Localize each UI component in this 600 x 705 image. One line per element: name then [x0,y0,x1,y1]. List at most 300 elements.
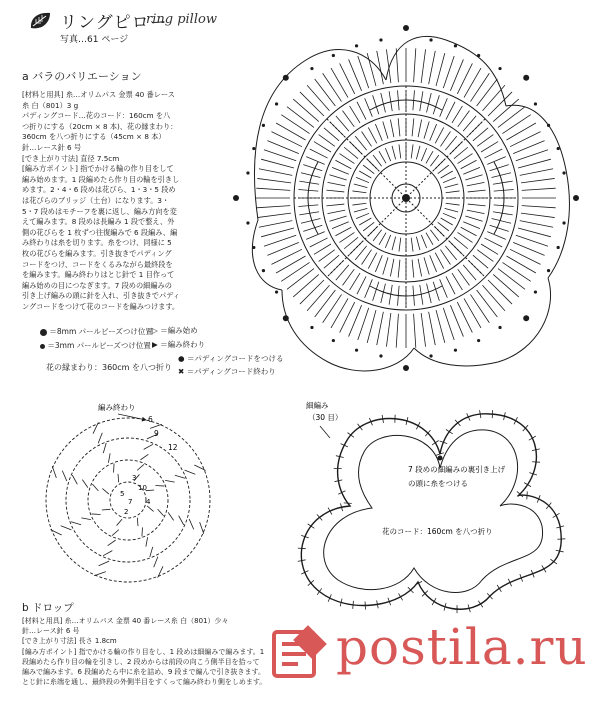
stitch-mark [443,177,456,182]
stitch-mark [488,92,512,116]
stitch-mark [465,175,482,180]
stitch-mark [146,490,154,491]
stitch-mark [435,127,443,143]
stitch-mark [352,191,366,193]
stitch-mark [481,142,498,152]
outer-petal-left [252,220,282,290]
stitch-mark [454,237,468,248]
cord-end-icon: ✖ [178,367,185,376]
stitch-mark [368,160,378,170]
outer-petal-left-top [254,50,386,220]
bead-mark [547,269,550,272]
stitch-mark [452,106,462,123]
stitch-mark [154,557,158,568]
stitch-mark [303,165,322,171]
bead-mark [233,195,239,201]
instruction-line: 編み始めます。1 段編めたら作り目の輪を引きし [22,174,180,184]
stitch-mark [108,453,110,463]
stitch-mark [332,167,349,174]
stitch-mark [477,135,493,147]
stitch-mark [516,235,548,246]
stitch-mark [356,177,369,182]
drop-row-number: 12 [168,443,178,452]
stitch-mark [520,169,553,176]
stitch-mark [377,312,384,345]
outer-petal-bottom-right [414,278,551,366]
stitch-mark [473,255,488,268]
instruction-line: パディングコード…花のコード：160cm を八 [22,111,171,121]
stitch-mark [446,102,455,120]
stitch-mark [518,228,551,237]
stitch-mark [301,219,320,224]
stitch-mark [385,148,390,161]
stitch-mark [443,213,456,218]
bead-mark [246,171,249,174]
stitch-mark [362,131,372,146]
stitch-mark [381,284,386,303]
stitch-mark [343,269,355,285]
stitch-mark [281,262,309,281]
stitch-mark [443,56,454,88]
instruction-line: つ折りにする（20cm × 8 本)、花の縁まわり： [22,121,178,131]
stitch-mark [261,228,294,237]
stitch-mark [414,314,416,348]
stitch-mark [137,464,144,470]
stitch-mark [103,551,112,556]
bead-mark [332,339,335,342]
stitch-mark [81,518,91,520]
stitch-mark [300,92,324,116]
stitch-mark [470,73,489,101]
instruction-line: [編み方ポイント] 指でかける輪の作り目をして [22,164,174,174]
stitch-mark [463,116,476,131]
stitch-mark [189,519,194,529]
stitch-mark [445,136,456,150]
cord-note-line2: の頭に糸をつける [408,479,468,488]
instruction-line: 5・7 段めはモチーフを裏に返し、編み方向を変 [22,206,177,216]
bead-mark [275,290,278,293]
stitch-mark [446,191,460,193]
stitch-mark [506,123,535,140]
stitch-mark [307,85,329,111]
stitch-mark [317,588,322,595]
stitch-mark [349,242,362,255]
stitch-mark [103,443,106,453]
stitch-mark [498,107,525,128]
stitch-mark [434,226,444,236]
stitch-mark [446,203,460,205]
stitch-mark [336,116,349,131]
cord-title-line1: 細編み [306,401,329,410]
stitch-mark [441,171,453,178]
stitch-mark [487,232,505,240]
stitch-mark [332,222,349,229]
stitch-mark [375,124,382,141]
stitch-mark [445,246,456,260]
stitch-mark [430,155,439,166]
stitch-mark [418,120,422,138]
stitch-mark [396,314,398,348]
stitch-mark [329,216,346,221]
stitch-mark [356,213,369,218]
drop-row-number: 7 [128,498,133,506]
stitch-mark [421,313,425,347]
stitch-mark [326,190,344,192]
stitch-mark [114,464,115,473]
stitch-mark [357,102,366,120]
bead-mark [534,102,537,105]
instruction-line: 360cm を八つ折りにする（45cm × 8 本） [22,132,166,142]
stitch-mark [330,122,344,136]
stitch-mark [363,222,374,231]
stitch-mark [399,238,401,252]
instruction-line: 枚の花びらを編みます。引き抜きでパディング [22,248,172,258]
stitch-mark [463,167,480,174]
stitch-mark [429,51,436,84]
cord-note-line1: 7 段めの細編みの裏引き上げ [408,465,506,474]
stitch-mark [414,48,416,82]
stitch-mark [482,285,504,311]
stitch-mark [112,530,119,536]
legend-cord-attach: ● ＝パディングコードをつける [178,354,284,363]
bead-mark [562,221,565,224]
watermark-text: postila.ru [336,618,588,676]
stitch-mark [493,99,519,121]
stitch-mark [314,142,331,152]
stitch-mark [424,121,429,138]
stitch-mark [421,49,425,83]
stitch-mark [336,265,349,280]
stitch-mark [436,310,445,343]
edge-note: 花の縁まわり：360cm を八つ折り [46,363,173,372]
stitch-mark [256,206,290,208]
stitch-mark [493,274,519,296]
bead-mark [557,246,560,249]
drop-end-label: 編み終わり [98,403,136,412]
bead-mark [283,315,289,321]
stitch-mark [99,561,109,566]
stitch-mark [323,294,342,322]
bead-mark [332,54,335,57]
instruction-line: 編みで編みます。6 段編めたら中に糸を詰め、9 段まで編んで引き抜きます。 [22,668,265,677]
stitch-mark [492,173,511,178]
stitch-mark [432,598,436,605]
stitch-mark [482,85,504,111]
instruction-line: ングコードをつけて花のコードを編みつけます。 [22,301,180,311]
stitch-mark [465,216,482,221]
stitch-mark [399,144,401,158]
stitch-mark [324,255,339,268]
stitch-mark [440,250,450,265]
stitch-mark [179,516,184,525]
stitch-mark [373,282,379,301]
stitch-mark [287,107,314,128]
stitch-mark [324,128,339,141]
stitch-mark [257,213,291,217]
stitch-mark [307,285,329,311]
bead-mark [562,171,565,174]
drop-crochet-chart [28,400,228,590]
instruction-line: 針…レース針 6 号 [22,627,80,636]
stitch-mark [445,208,459,212]
legend-bead-3mm: ＝3mm パールビーズつけ位置 [40,340,151,351]
end-arrow-icon: ▶ [152,340,158,349]
stitch-mark [353,601,354,609]
stitch-mark [146,537,148,547]
stitch-mark [367,310,376,343]
stitch-mark [314,244,331,254]
stitch-mark [445,184,459,188]
stitch-mark [261,159,294,168]
stitch-mark [463,222,480,229]
instruction-line: [でき上がり寸法] 長さ 1.8cm [22,637,117,646]
rose-crochet-chart [218,10,594,390]
stitch-mark [147,506,153,512]
drop-row-number: 10 [138,484,147,492]
stitch-mark [365,98,373,116]
stitch-mark [358,308,369,340]
stitch-mark [481,244,498,254]
stitch-mark [522,206,556,208]
bead-mark [534,290,537,293]
stitch-mark [354,184,368,188]
bead-mark [498,326,501,329]
stitch-mark [446,429,453,433]
stitch-mark [477,79,498,106]
stitch-mark [383,121,388,138]
cord-length-label: 花のコード：160cm を八つ折り [382,527,493,536]
stitch-mark [433,95,439,114]
stitch-mark [516,150,548,161]
stitch-mark [300,280,324,304]
stitch-mark [398,118,400,136]
stitch-mark [492,219,511,224]
stitch-mark [438,165,449,174]
stitch-mark [168,512,174,520]
stitch-mark [484,238,502,247]
stitch-mark [373,95,379,114]
stitch-mark [339,154,354,164]
stitch-mark [373,230,382,241]
stitch-mark [368,127,376,143]
stitch-mark [185,470,196,474]
stitch-mark [412,260,414,278]
stitch-mark [200,522,204,534]
stitch-mark [467,210,485,214]
stitch-mark [386,49,390,83]
stitch-mark [293,99,319,121]
stitch-mark [524,483,531,487]
stitch-mark [396,48,398,82]
instruction-line: [材料と用具] 糸…オリムパス 金票 40 番レース [22,90,175,99]
stitch-mark [310,149,328,158]
stitch-mark [363,165,374,174]
cord-title-line2: （30 目） [308,413,343,422]
bead-mark [429,354,432,357]
stitch-mark [424,257,429,274]
stitch-mark [498,269,525,290]
stitch-mark [355,246,366,260]
instruction-line: を編みます。編み終わりはとじ針で 1 目作って [22,270,175,280]
bead-mark [477,339,480,342]
stitch-mark [343,111,355,127]
stitch-mark [487,157,505,165]
bead-mark [275,102,278,105]
stitch-mark [441,218,453,225]
stitch-mark [92,484,98,491]
bead-mark [262,124,265,127]
stitch-mark [359,171,371,178]
stitch-mark [137,518,138,526]
stitch-mark [477,250,493,262]
bead-mark [403,25,409,31]
stitch-mark [435,253,443,269]
bead-8mm-icon [40,329,47,336]
stitch-mark [385,235,390,248]
stitch-mark [357,276,366,294]
stitch-mark [326,204,344,206]
cord-attach-mark [438,456,443,461]
stitch-mark [328,182,346,186]
photo-reference: 写真…61 ページ [60,35,129,45]
stitch-mark [140,454,148,460]
legend-bead-8mm: ＝8mm パールビーズつけ位置 [40,326,153,337]
stitch-mark [490,165,509,171]
stitch-mark [421,148,426,161]
stitch-mark [440,98,448,116]
outer-petal-top [386,36,506,106]
bead-mark [355,349,358,352]
stitch-mark [518,159,551,168]
stitch-mark [478,601,483,608]
stitch-mark [331,68,348,97]
stitch-mark [488,280,512,304]
stitch-mark [339,232,354,242]
instruction-line: 糸 白（801）3 g [22,100,79,110]
stitch-mark [421,235,426,248]
stitch-mark [379,151,386,163]
bead-mark [498,67,501,70]
stitch-mark [257,178,291,182]
drop-row-number: 5 [120,490,125,498]
stitch-mark [355,136,366,150]
stitch-mark [520,221,553,228]
instruction-line: [編み方ポイント] 指でかける輪の作り目をし、1 段めは細編みで編みます。1 [22,647,265,656]
stitch-mark [365,279,373,297]
stitch-mark [71,522,81,525]
stitch-mark [82,480,88,488]
instruction-line: [材料と用具] 糸…オリムパス 金票 40 番レース糸 白（801）少々 [22,617,229,625]
stitch-mark [427,93,432,112]
bead-mark [355,44,358,47]
stitch-mark [349,141,362,154]
bead-mark [283,75,289,81]
bead-mark [523,75,529,81]
stitch-mark [390,259,394,277]
drop-row-number: 6 [148,415,153,424]
stitch-mark [521,213,555,217]
stitch-mark [375,255,382,272]
stitch-mark [315,290,336,317]
drop-row-number: 2 [124,508,129,516]
cord-attach-icon: ● [178,354,185,363]
page-title-en: ring pillow [146,12,217,27]
instruction-line: 引き上げ編みの頭に針を入れ、引き抜きでパディ [22,291,180,301]
stitch-mark [344,147,358,158]
stitch-mark [362,250,372,265]
stitch-mark [426,233,433,245]
bead-mark [246,221,249,224]
stitch-mark [458,269,470,285]
stitch-mark [319,135,335,147]
stitch-mark [335,160,351,168]
stitch-mark [319,250,335,262]
section-a-instructions [22,90,220,312]
stitch-mark [438,222,449,231]
stitch-mark [315,79,336,106]
stitch-mark [94,572,106,576]
page-title: リングピロー [60,13,168,33]
stitch-mark [464,68,481,97]
stitch-mark [392,237,396,251]
stitch-mark [52,466,56,478]
stitch-mark [446,276,455,294]
instruction-line: コードをつけ、コードをくるみながら最終段を [22,259,173,269]
stitch-mark [426,151,433,163]
center-start-mark [402,194,410,202]
stitch-mark [484,149,502,158]
stitch-mark [461,227,477,235]
stitch-mark [354,208,368,212]
stitch-mark [368,253,376,269]
stitch-mark [427,284,432,303]
stitch-mark [165,480,175,482]
bead-mark [379,354,382,357]
stitch-mark [344,237,358,248]
bead-mark [379,38,382,41]
stitch-mark [298,548,306,549]
stitch-mark [358,424,363,430]
stitch-mark [306,157,324,165]
stitch-mark [328,210,346,214]
stitch-mark [473,128,488,141]
legend-end: ▶ ＝編み終わり [152,340,206,349]
stitch-mark [373,155,382,166]
stitch-mark [433,282,439,301]
stitch-mark [443,308,454,340]
bead-mark [310,67,313,70]
stitch-mark [331,298,348,327]
stitch-mark [411,238,413,252]
drop-row-number: 9 [154,429,159,438]
stitch-mark [61,526,72,530]
stitch-mark [276,123,305,140]
instruction-line: み終わりは糸を切ります。糸をつけ、同様に 5 [22,238,172,248]
stitch-mark [418,259,422,277]
stitch-mark [434,160,444,170]
stitch-mark [452,273,462,290]
stitch-mark [303,225,322,231]
stitch-mark [416,146,420,160]
bead-mark [454,349,457,352]
stitch-mark [412,118,414,136]
stitch-mark [450,242,463,255]
stitch-mark [329,175,346,180]
cord-flower-inner-outline [324,430,543,593]
stitch-mark [477,290,498,317]
stitch-mark [450,141,463,154]
stitch-mark [470,294,489,322]
